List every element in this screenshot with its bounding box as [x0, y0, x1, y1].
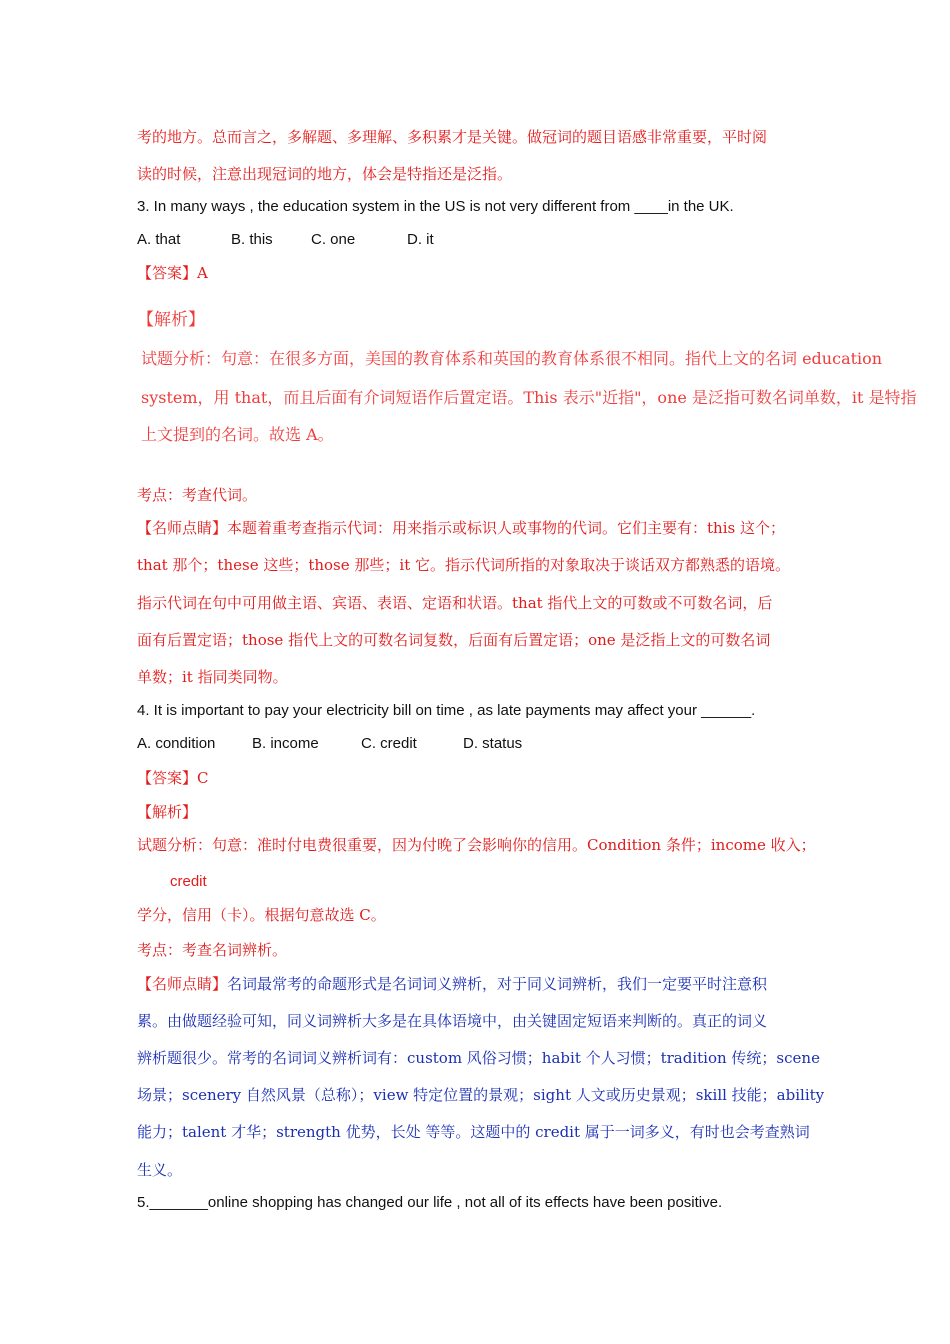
q3-mingshi-line-3: 指示代词在句中可用做主语、宾语、表语、定语和状语。that 指代上文的可数或不可数名词，后: [137, 594, 773, 612]
q4-answer: 【答案】C: [137, 769, 209, 787]
q4-mingshi-line-2: 累。由做题经验可知，同义词辨析大多是在具体语境中，由关键固定短语来判断的。真正的词义: [137, 1012, 768, 1030]
q3-option-c: C. one: [311, 231, 356, 248]
q4-option-b: B. income: [252, 735, 319, 752]
q4-kaodian: 考点：考查名词辨析。: [137, 941, 288, 959]
q4-option-c: C. credit: [361, 735, 417, 752]
q3-kaodian: 考点：考查代词。: [137, 486, 258, 504]
q4-option-a: A. condition: [137, 735, 216, 752]
q4-option-d: D. status: [463, 735, 523, 752]
q3-option-b: B. this: [231, 231, 273, 248]
q4-mingshi-line-6: 生义。: [137, 1161, 183, 1179]
q3-mingshi-line-5: 单数；it 指同类同物。: [137, 668, 288, 686]
q4-mingshi-line-4: 场景；scenery 自然风景（总称）；view 特定位置的景观；sight 人文或历史景观；skill 技能；ability: [137, 1086, 825, 1104]
q3-analysis-line-2: system，用 that，而且后面有介词短语作后置定语。This 表示"近指"，one 是泛指可数名词单数，it 是特指: [141, 388, 917, 407]
q4-analysis-line-1: 试题分析：句意：准时付电费很重要，因为付晚了会影响你的信用。Condition 条件；income 收入；: [137, 836, 816, 854]
q4-mingshi-line-1-text: 名词最常考的命题形式是名词词义辨析，对于同义词辨析，我们一定要平时注意积: [227, 975, 768, 993]
intro-line-2: 读的时候，注意出现冠词的地方，体会是特指还是泛指。: [137, 165, 513, 183]
question-3-text: 3. In many ways , the education system in the US is not very different from ____in the UK.: [137, 198, 734, 215]
question-4-text: 4. It is important to pay your electricity bill on time , as late payments may affect your ______.: [137, 702, 756, 719]
q3-analysis-line-3: 上文提到的名词。故选 A。: [141, 425, 334, 444]
q3-mingshi-line-1: 【名师点睛】本题着重考查指示代词：用来指示或标识人或事物的代词。它们主要有：this 这个；: [137, 519, 785, 537]
q4-analysis-line-3: 学分，信用（卡）。根据句意故选 C。: [137, 906, 386, 924]
q4-mingshi-tag: 【名师点睛】: [137, 975, 228, 993]
q4-analysis-heading: 【解析】: [137, 803, 198, 821]
q3-mingshi-line-2: that 那个；these 这些；those 那些；it 它。指示代词所指的对象取决于谈话双方都熟悉的语境。: [137, 556, 790, 574]
question-5-text: 5._______online shopping has changed our life , not all of its effects have been positive.: [137, 1194, 723, 1211]
q3-mingshi-line-4: 面有后置定语；those 指代上文的可数名词复数，后面有后置定语；one 是泛指上文的可数名词: [137, 631, 771, 649]
question-3-options: [137, 230, 434, 250]
intro-line-1: 考的地方。总而言之，多解题、多理解、多积累才是关键。做冠词的题目语感非常重要，平时阅: [137, 128, 768, 146]
question-4-options: [137, 734, 522, 754]
q3-option-a: A. that: [137, 231, 181, 248]
q3-analysis-line-1: 试题分析：句意：在很多方面，美国的教育体系和英国的教育体系很不相同。指代上文的名词 education: [141, 349, 883, 368]
q4-analysis-line-2: credit: [170, 873, 207, 890]
q4-mingshi-line-1: [137, 974, 767, 994]
q4-mingshi-line-5: 能力；talent 才华；strength 优势，长处 等等。这题中的 credit 属于一词多义，有时也会考查熟词: [137, 1123, 810, 1141]
q3-analysis-heading: 【解析】: [137, 310, 205, 330]
q3-option-d: D. it: [407, 231, 434, 248]
q4-mingshi-line-3: 辨析题很少。常考的名词词义辨析词有：custom 风俗习惯；habit 个人习惯；tradition 传统；scene: [137, 1049, 820, 1067]
q3-answer: 【答案】A: [137, 264, 208, 282]
